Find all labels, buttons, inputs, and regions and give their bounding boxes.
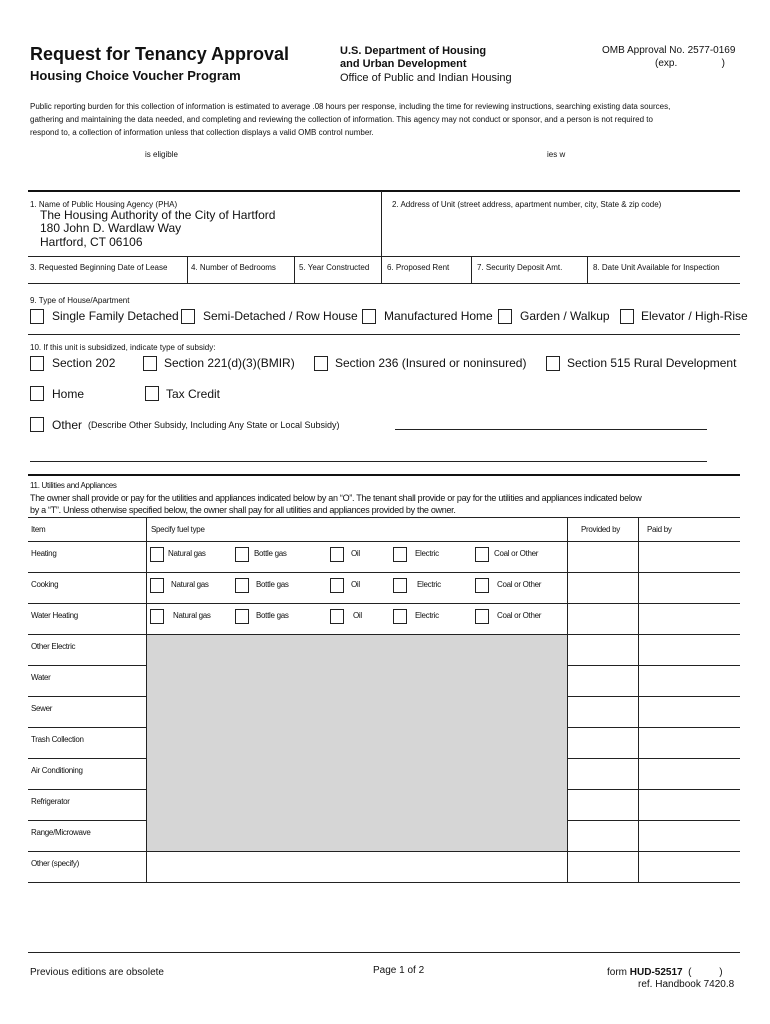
column-header-fuel-type: Specify fuel type bbox=[151, 525, 205, 534]
subsidy-label: 10. If this unit is subsidized, indicate type of subsidy: bbox=[30, 343, 216, 352]
section-202-checkbox[interactable] bbox=[30, 356, 44, 371]
row3-divider bbox=[587, 256, 588, 283]
utilities-description-line1: The owner shall provide or pay for the utilities and appliances indicated below by an “O”. The tenant shall provide or pay for the utilities and appliances indicated below bbox=[30, 493, 642, 503]
water-heating-natural-gas-checkbox[interactable] bbox=[150, 609, 164, 624]
heating-bottle-gas-checkbox[interactable] bbox=[235, 547, 249, 562]
pha-name-label: 1. Name of Public Housing Agency (PHA) bbox=[30, 200, 178, 209]
handbook-reference: ref. Handbook 7420.8 bbox=[638, 979, 735, 990]
single-family-label: Single Family Detached bbox=[52, 309, 179, 323]
row3-divider bbox=[471, 256, 472, 283]
manufactured-home-checkbox[interactable] bbox=[362, 309, 376, 324]
table-column-rule bbox=[638, 517, 639, 882]
fuel-label: Natural gas bbox=[171, 580, 209, 589]
agency-office: Office of Public and Indian Housing bbox=[340, 72, 512, 84]
heating-electric-checkbox[interactable] bbox=[393, 547, 407, 562]
elevator-highrise-checkbox[interactable] bbox=[620, 309, 634, 324]
utilities-label: 11. Utilities and Appliances bbox=[30, 481, 117, 490]
tax-credit-checkbox[interactable] bbox=[145, 386, 159, 401]
semi-detached-checkbox[interactable] bbox=[181, 309, 195, 324]
row-label-range-microwave: Range/Microwave bbox=[31, 828, 91, 837]
table-column-rule bbox=[567, 517, 568, 882]
notice-fragment-right: ies w bbox=[547, 150, 566, 159]
row-label-cooking: Cooking bbox=[31, 580, 59, 589]
form-number bbox=[607, 968, 723, 978]
section-top-rule bbox=[28, 190, 740, 192]
garden-walkup-label: Garden / Walkup bbox=[520, 309, 610, 323]
table-rule bbox=[28, 541, 740, 542]
utilities-description-line2: by a “T”. Unless otherwise specified below, the owner shall pay for all utilities and appliances provided by the owner. bbox=[30, 505, 456, 515]
column-header-paid-by: Paid by bbox=[647, 525, 672, 534]
fuel-label: Coal or Other bbox=[497, 580, 542, 589]
fuel-label: Natural gas bbox=[168, 549, 206, 558]
other-subsidy-label: Other bbox=[52, 418, 83, 432]
omb-approval: OMB Approval No. 2577-0169 bbox=[602, 45, 736, 56]
water-heating-oil-checkbox[interactable] bbox=[330, 609, 344, 624]
security-deposit-label[interactable]: 7. Security Deposit Amt. bbox=[477, 263, 563, 272]
footer-rule bbox=[28, 952, 740, 953]
row3-top-rule bbox=[28, 256, 740, 257]
row-label-refrigerator: Refrigerator bbox=[31, 797, 70, 806]
fuel-label: Oil bbox=[351, 549, 360, 558]
cooking-bottle-gas-checkbox[interactable] bbox=[235, 578, 249, 593]
row3-divider bbox=[381, 256, 382, 283]
cooking-coal-other-checkbox[interactable] bbox=[475, 578, 489, 593]
elevator-highrise-label: Elevator / High-Rise bbox=[641, 309, 748, 323]
table-rule bbox=[28, 603, 740, 604]
form-number-suffix: ( ) bbox=[682, 967, 723, 978]
other-subsidy-line[interactable] bbox=[395, 429, 707, 430]
row-label-water-heating: Water Heating bbox=[31, 611, 78, 620]
row-label-air-conditioning: Air Conditioning bbox=[31, 766, 83, 775]
cooking-oil-checkbox[interactable] bbox=[330, 578, 344, 593]
fuel-label: Electric bbox=[417, 580, 441, 589]
row-label-other-specify: Other (specify) bbox=[31, 859, 79, 868]
house-type-label: 9. Type of House/Apartment bbox=[30, 296, 130, 305]
row-label-trash-collection: Trash Collection bbox=[31, 735, 84, 744]
fuel-label: Bottle gas bbox=[254, 549, 287, 558]
cooking-natural-gas-checkbox[interactable] bbox=[150, 578, 164, 593]
pha-name-value[interactable]: The Housing Authority of the City of Hartford bbox=[40, 208, 276, 222]
table-rule bbox=[28, 851, 740, 852]
table-rule bbox=[28, 517, 740, 518]
garden-walkup-checkbox[interactable] bbox=[498, 309, 512, 324]
burden-notice-line1: Public reporting burden for this collection of information is estimated to average .08 hours per response, including the time for reviewing instructions, searching existing data sources, bbox=[30, 102, 671, 111]
section-515-checkbox[interactable] bbox=[546, 356, 560, 371]
water-heating-bottle-gas-checkbox[interactable] bbox=[235, 609, 249, 624]
row-label-other-electric: Other Electric bbox=[31, 642, 76, 651]
burden-notice-line3: respond to, a collection of information unless that collection displays a valid OMB control number. bbox=[30, 128, 374, 137]
unit-address-label: 2. Address of Unit (street address, apartment number, city, State & zip code) bbox=[392, 200, 662, 209]
other-subsidy-checkbox[interactable] bbox=[30, 417, 44, 432]
heating-natural-gas-checkbox[interactable] bbox=[150, 547, 164, 562]
agency-line2: and Urban Development bbox=[340, 58, 467, 70]
section-515-label: Section 515 Rural Development bbox=[567, 356, 737, 370]
column-header-item: Item bbox=[31, 525, 46, 534]
table-rule bbox=[28, 572, 740, 573]
unit-address-field[interactable] bbox=[382, 212, 738, 256]
house-type-rule bbox=[28, 334, 740, 335]
notice-fragment-left: is eligible bbox=[145, 150, 178, 159]
heating-oil-checkbox[interactable] bbox=[330, 547, 344, 562]
form-number-code: HUD-52517 bbox=[629, 967, 683, 978]
form-title: Request for Tenancy Approval bbox=[30, 44, 290, 64]
fuel-label: Natural gas bbox=[173, 611, 211, 620]
fuel-label: Bottle gas bbox=[256, 611, 289, 620]
section-236-checkbox[interactable] bbox=[314, 356, 328, 371]
home-label: Home bbox=[52, 387, 85, 401]
heating-coal-other-checkbox[interactable] bbox=[475, 547, 489, 562]
year-constructed-label[interactable]: 5. Year Constructed bbox=[299, 263, 370, 272]
fuel-type-shaded-area bbox=[147, 635, 567, 851]
fuel-label: Coal or Other bbox=[494, 549, 539, 558]
fuel-label: Oil bbox=[353, 611, 362, 620]
tax-credit-label: Tax Credit bbox=[166, 387, 221, 401]
water-heating-coal-other-checkbox[interactable] bbox=[475, 609, 489, 624]
row-label-water: Water bbox=[31, 673, 51, 682]
agency-line1: U.S. Department of Housing bbox=[340, 45, 487, 57]
fuel-label: Bottle gas bbox=[256, 580, 289, 589]
single-family-checkbox[interactable] bbox=[30, 309, 44, 324]
fuel-label: Oil bbox=[351, 580, 360, 589]
fuel-label: Coal or Other bbox=[497, 611, 542, 620]
water-heating-electric-checkbox[interactable] bbox=[393, 609, 407, 624]
semi-detached-label: Semi-Detached / Row House bbox=[203, 309, 358, 323]
burden-notice-line2: gathering and maintaining the data needed, and completing and reviewing the collection of information. This agency may not conduct or sponsor, and a person is not required to bbox=[30, 115, 653, 124]
other-subsidy-line-2[interactable] bbox=[30, 461, 707, 462]
fuel-label: Electric bbox=[415, 549, 439, 558]
pha-city-value[interactable]: Hartford, CT 06106 bbox=[40, 235, 143, 249]
section-221-label: Section 221(d)(3)(BMIR) bbox=[164, 356, 295, 370]
lease-date-label[interactable]: 3. Requested Beginning Date of Lease bbox=[30, 263, 168, 272]
column-header-provided-by: Provided by bbox=[581, 525, 620, 534]
section-236-label: Section 236 (Insured or noninsured) bbox=[335, 356, 527, 370]
manufactured-home-label: Manufactured Home bbox=[384, 309, 493, 323]
pha-street-value[interactable]: 180 John D. Wardlaw Way bbox=[40, 221, 182, 235]
previous-editions-note: Previous editions are obsolete bbox=[30, 967, 164, 978]
section-202-label: Section 202 bbox=[52, 356, 116, 370]
row3-divider bbox=[187, 256, 188, 283]
table-rule bbox=[28, 882, 740, 883]
row-label-heating: Heating bbox=[31, 549, 57, 558]
omb-expiration: (exp. ) bbox=[655, 58, 726, 69]
utilities-top-rule bbox=[28, 474, 740, 476]
form-subtitle: Housing Choice Voucher Program bbox=[30, 68, 241, 83]
fuel-label: Electric bbox=[415, 611, 439, 620]
home-checkbox[interactable] bbox=[30, 386, 44, 401]
inspection-date-label[interactable]: 8. Date Unit Available for Inspection bbox=[593, 263, 720, 272]
proposed-rent-label[interactable]: 6. Proposed Rent bbox=[387, 263, 450, 272]
row3-divider bbox=[294, 256, 295, 283]
form-number-prefix: form bbox=[607, 967, 630, 978]
row-label-sewer: Sewer bbox=[31, 704, 53, 713]
row3-bottom-rule bbox=[28, 283, 740, 284]
section-221-checkbox[interactable] bbox=[143, 356, 157, 371]
cooking-electric-checkbox[interactable] bbox=[393, 578, 407, 593]
page-number: Page 1 of 2 bbox=[373, 965, 425, 976]
bedrooms-label[interactable]: 4. Number of Bedrooms bbox=[191, 263, 276, 272]
other-subsidy-description: (Describe Other Subsidy, Including Any State or Local Subsidy) bbox=[88, 420, 340, 430]
